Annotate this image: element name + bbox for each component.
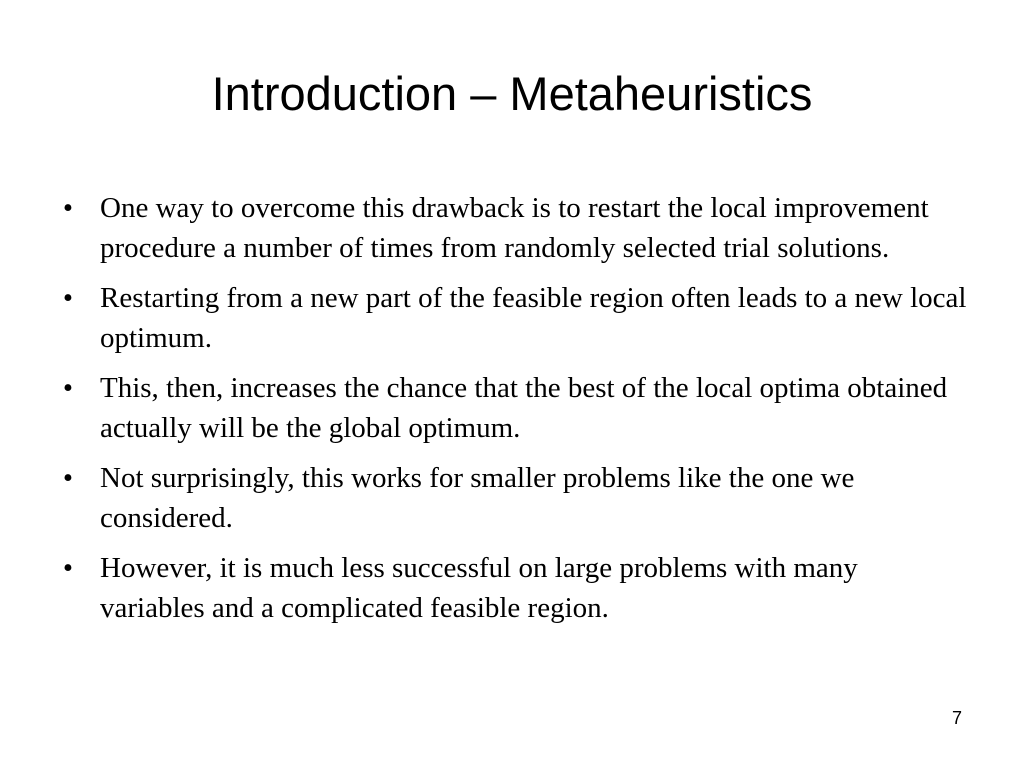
slide-title: Introduction – Metaheuristics xyxy=(211,67,813,120)
bullet-marker: • xyxy=(62,192,74,224)
bullet-item xyxy=(58,548,968,628)
bullet-marker: • xyxy=(62,282,74,314)
bullet-text: However, it is much less successful on large problems with many variables and a complicated feasible region. xyxy=(100,552,858,624)
slide-number: 7 xyxy=(951,708,962,728)
bullet-marker: • xyxy=(62,372,74,404)
bullet-item xyxy=(58,368,968,448)
bullet-text: One way to overcome this drawback is to restart the local improvement procedure a number of times from randomly selected trial solutions. xyxy=(100,192,929,264)
bullet-text: This, then, increases the chance that the best of the local optima obtained actually will be the global optimum. xyxy=(100,372,948,444)
bullet-list xyxy=(58,188,968,638)
bullet-text: Not surprisingly, this works for smaller problems like the one we considered. xyxy=(100,462,855,534)
bullet-marker: • xyxy=(62,552,74,584)
bullet-marker: • xyxy=(62,462,74,494)
bullet-text: Restarting from a new part of the feasible region often leads to a new local optimum. xyxy=(100,282,967,354)
bullet-item xyxy=(58,278,968,358)
bullet-item xyxy=(58,458,968,538)
bullet-item xyxy=(58,188,968,268)
